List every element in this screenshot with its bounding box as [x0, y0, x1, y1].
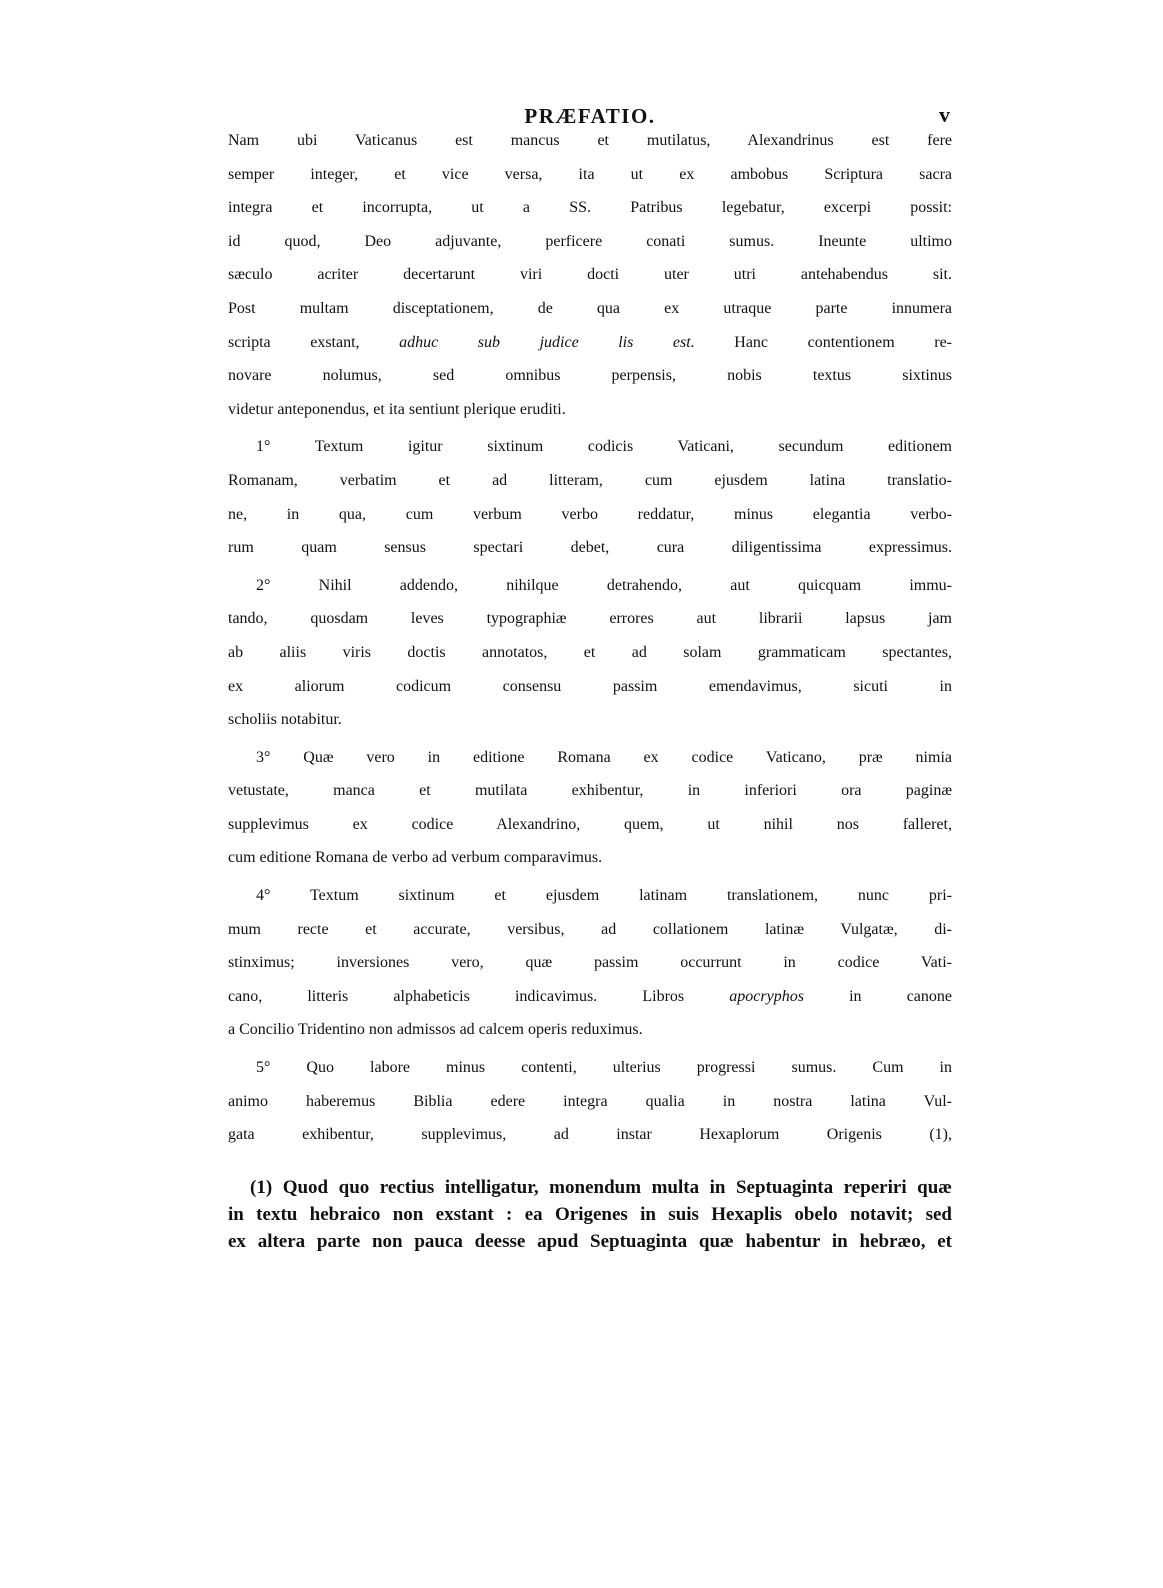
text-line: vetustate, manca et mutilata exhibentur, in inferiori ora paginæ: [228, 782, 952, 800]
text-line: 1° Textum igitur sixtinum codicis Vaticani, secundum editionem: [256, 438, 952, 456]
text-line: mum recte et accurate, versibus, ad collationem latinæ Vulgatæ, di-: [228, 920, 952, 938]
text-line: integra et incorrupta, ut a SS. Patribus legebatur, excerpi possit:: [228, 199, 952, 217]
text-line: 2° Nihil addendo, nihilque detrahendo, aut quicquam immu-: [256, 576, 952, 594]
text-line: 5° Quo labore minus contenti, ulterius progressi sumus. Cum in: [256, 1059, 952, 1077]
text-line: a Concilio Tridentino non admissos ad calcem operis reduximus.: [228, 1021, 643, 1039]
text-line: cum editione Romana de verbo ad verbum comparavimus.: [228, 849, 603, 867]
text-line: sæculo acriter decertarunt viri docti uter utri antehabendus sit.: [228, 266, 952, 284]
paragraph-3: [228, 749, 952, 883]
paragraph-5: [228, 1059, 952, 1160]
paragraph-1: [228, 438, 952, 572]
text-line: scholiis notabitur.: [228, 711, 342, 729]
paragraph-intro: [228, 132, 952, 434]
text-line: tando, quosdam leves typographiæ errores aut librarii lapsus jam: [228, 610, 952, 628]
text-line: 4° Textum sixtinum et ejusdem latinam translationem, nunc pri-: [256, 887, 952, 905]
text-line: gata exhibentur, supplevimus, ad instar Hexaplorum Origenis (1),: [228, 1126, 952, 1144]
text-line: ex aliorum codicum consensu passim emendavimus, sicuti in: [228, 677, 952, 695]
text-line: Nam ubi Vaticanus est mancus et mutilatus, Alexandrinus est fere: [228, 132, 952, 149]
text-line: supplevimus ex codice Alexandrino, quem, ut nihil nos falleret,: [228, 815, 952, 833]
text-line: videtur anteponendus, et ita sentiunt plerique eruditi.: [228, 400, 566, 418]
text-line: ne, in qua, cum verbum verbo reddatur, minus elegantia verbo-: [228, 505, 952, 523]
text-line: animo haberemus Biblia edere integra qualia in nostra latina Vul-: [228, 1092, 952, 1110]
page-title: PRÆFATIO.: [524, 104, 656, 128]
text-line: cano, litteris alphabeticis indicavimus. Libros apocryphos in canone: [228, 987, 952, 1005]
text-line: novare nolumus, sed omnibus perpensis, nobis textus sixtinus: [228, 367, 952, 385]
running-head: [228, 96, 952, 132]
text-line: id quod, Deo adjuvante, perficere conati sumus. Ineunte ultimo: [228, 232, 952, 250]
text-line: Post multam disceptationem, de qua ex utraque parte innumera: [228, 299, 952, 317]
footnote-line: ex altera parte non pauca deesse apud Septuaginta quæ habentur in hebræo, et: [228, 1230, 952, 1252]
page-number: v: [939, 102, 950, 127]
paragraph-2: [228, 577, 952, 745]
paragraph-4: [228, 887, 952, 1055]
footnote-line: (1) Quod quo rectius intelligatur, monendum multa in Septuaginta reperiri quæ: [250, 1176, 952, 1198]
text-line: 3° Quæ vero in editione Romana ex codice Vaticano, præ nimia: [256, 748, 952, 766]
text-line: stinximus; inversiones vero, quæ passim occurrunt in codice Vati-: [228, 954, 952, 972]
document-page: [228, 96, 952, 1255]
text-line: ab aliis viris doctis annotatos, et ad solam grammaticam spectantes,: [228, 643, 952, 661]
body-text: [228, 132, 952, 1160]
text-line: semper integer, et vice versa, ita ut ex ambobus Scriptura sacra: [228, 165, 952, 183]
text-line: scripta exstant, adhuc sub judice lis est. Hanc contentionem re-: [228, 333, 952, 351]
footnote-line: in textu hebraico non exstant : ea Origenes in suis Hexaplis obelo notavit; sed: [228, 1203, 952, 1225]
text-line: Romanam, verbatim et ad litteram, cum ejusdem latina translatio-: [228, 471, 952, 489]
footnote: [228, 1174, 952, 1255]
text-line: rum quam sensus spectari debet, cura diligentissima expressimus.: [228, 539, 952, 557]
